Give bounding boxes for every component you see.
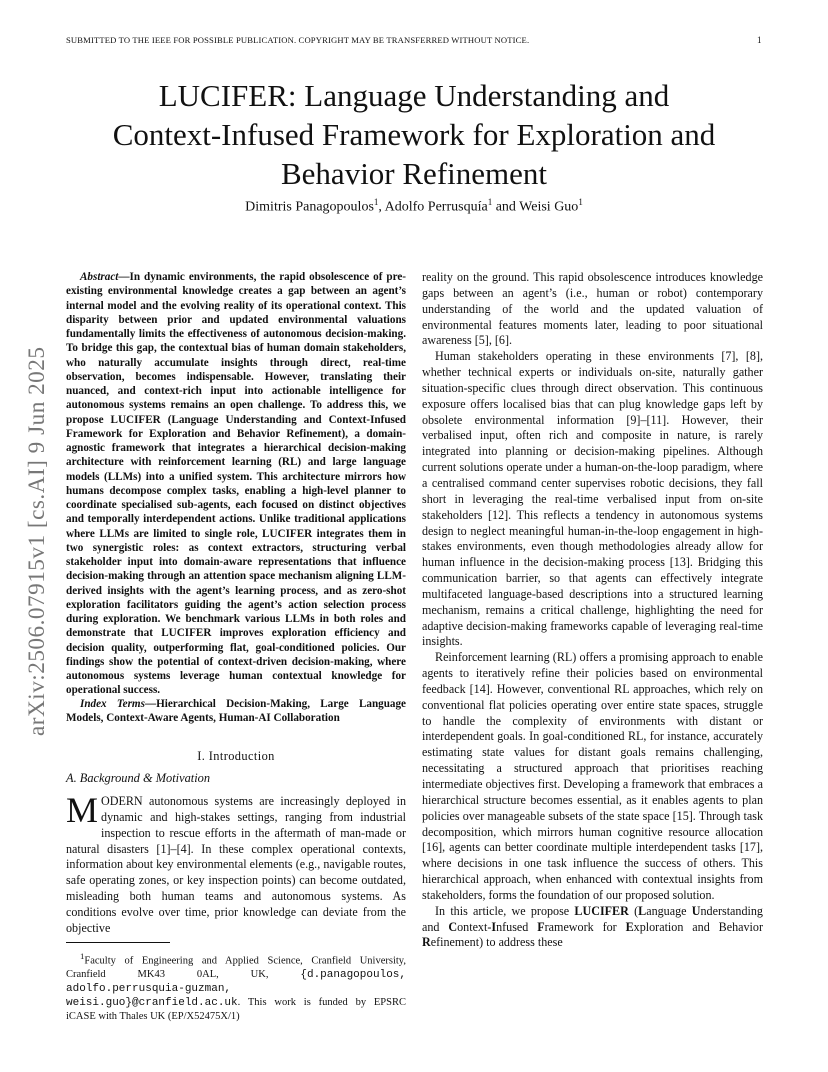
acronym-letter: U: [691, 903, 701, 918]
title-line: Context-Infused Framework for Exploration and: [112, 117, 716, 152]
arxiv-side-stamp: arXiv:2506.07915v1 [cs.AI] 9 Jun 2025: [24, 346, 50, 736]
section-heading: I. Introduction: [197, 749, 275, 763]
paragraph: Human stakeholders operating in these environments [7], [8], whether technical experts or individuals on-site, naturally gather situation-specific clues through direct observation. This continuous exposure offers localised bias that can plug knowledge gaps left by obsolete environmental information [9]–[11]. However, their verbalised input, often rich and composite in nature, is rarely integrated into planning or decision-making pipelines. Although current solutions operate under a human-on-the-loop paradigm, where a centralised command center supervises robotic decisions, they fall short in leveraging the real-time verbalised input from on-site stakeholders [12]. This reflects a tendency in autonomous systems design to neglect meaningful human-in-the-loop engagement in high-stakes environments, even though methodologies already allow for human influence in the decision-making process [13]. Bridging this communication barrier, so that agents can effectively integrate multifaceted language-based descriptions into a structured learning mechanism, remains a critical challenge, highlighting the need for adaptive decision-making frameworks capable of leveraging real-time insights.: [422, 349, 763, 649]
text-run: efinement) to address these: [430, 935, 563, 950]
text-run: nfused: [496, 919, 538, 934]
intro-lead-word: ODERN: [101, 794, 143, 808]
text-run: (: [628, 903, 639, 918]
acronym-letter: L: [638, 903, 647, 918]
abstract: [66, 270, 406, 698]
text-run: ontext-: [457, 919, 492, 934]
affiliation-mark: 1: [578, 197, 583, 207]
paragraph: reality on the ground. This rapid obsolescence introduces knowledge gaps between an agent’s (i.e., human or robot) contemporary understanding of the world and the updated valuation of environmental features moments later, leading to poor situational awareness [5], [6].: [422, 270, 763, 348]
text-run: ramework for: [544, 919, 626, 934]
title-line: LUCIFER: Language Understanding and: [158, 78, 670, 113]
title-line: Behavior Refinement: [281, 156, 547, 191]
author-name: Adolfo Perrusquía: [384, 199, 488, 215]
acronym-letter: F: [537, 919, 545, 934]
text-run: xploration and Behavior: [633, 919, 763, 934]
index-terms-text: Hierarchical Decision-Making, Large Language Models, Context-Aware Agents, Human-AI Collaboration: [66, 698, 407, 725]
author-list: [60, 197, 768, 216]
acronym-letter: R: [422, 935, 431, 950]
intro-paragraph: [66, 790, 406, 937]
right-column: [422, 270, 763, 951]
footnote-rule: [66, 942, 170, 943]
footnote-affiliation: Faculty of Engineering and Applied Science, Cranfield University, Cranfield MK43 0AL, UK,: [66, 955, 406, 980]
drop-cap: M: [66, 790, 99, 830]
page-number: 1: [757, 35, 762, 45]
abstract-text: In dynamic environments, the rapid obsolescence of pre-existing environmental knowledge creates a gap between an agent’s internal model and the evolving reality of its operational context. This disparity between prior and updated environmental valuations fundamentally limits the effectiveness of autonomous decision-making. To bridge this gap, the contextual bias of human domain stakeholders, who naturally accumulate insights through direct, real-time observation, becomes indispensable. However, translating their nuanced, and context-rich input into actionable intelligence for autonomous systems remains an open challenge. To address this, we propose LUCIFER (Language Understanding and Context-Infused Framework for Exploration and Behavior Refinement), a domain-agnostic framework that integrates a hierarchical decision-making architecture with reinforcement learning (RL) and large language models (LLMs) into a unified system. This architecture mirrors how humans decompose complex tasks, enabling a high-level planner to coordinate specialised sub-agents, each focused on distinct objectives and temporally interdependent actions. Unlike traditional applications where LLMs are limited to single role, LUCIFER integrates them in two synergistic roles: as context extractors, structuring verbal stakeholder input into domain-aware representations that influence decision-making through an attention space mechanism aligning LLM-derived insights with the agent’s learning process, and as zero-shot exploration facilitators guiding the agent’s action selection process during exploration. We benchmark various LLMs in both roles and demonstrate that LUCIFER improves exploration efficiency and decision quality, outperforming flat, goal-conditioned policies. Our findings show the potential of context-driven decision-making, where autonomous systems leverage human contextual knowledge for operational success.: [66, 271, 406, 697]
index-terms: [66, 697, 406, 726]
acronym-letter: C: [448, 919, 458, 934]
footnote-emails: {d.panagopoulos, adolfo.perrusquia-guzman, weisi.guo}@cranfield.ac.uk: [66, 968, 406, 1010]
author-name: Weisi Guo: [519, 199, 579, 215]
paragraph-lucifer-intro: [422, 904, 763, 952]
subsection-heading: A. Background & Motivation: [66, 771, 211, 785]
text-run: anguage: [646, 903, 692, 918]
footnote: [66, 950, 406, 1024]
author-separator: ,: [378, 199, 385, 215]
acronym-letter: E: [625, 919, 634, 934]
affiliation-mark: 1: [487, 197, 493, 207]
text-run: nderstanding and: [422, 903, 763, 934]
paper-title: [60, 76, 768, 193]
author-separator: and: [492, 199, 520, 215]
index-terms-dash: —: [144, 698, 157, 710]
footnote-mark: 1: [80, 951, 85, 961]
footnote-funding: . This work is funded by EPSRC iCASE with Thales UK (EP/X52475X/1): [66, 997, 406, 1023]
acronym-letter: I: [491, 919, 497, 934]
intro-text: autonomous systems are increasingly deployed in dynamic and high-stakes settings, ranging from industrial inspection to rescue efforts in the aftermath of man-made or natural disasters [1]–[4]. In these complex operational contexts, information about key environmental elements (e.g., navigable routes, safe operating zones, or key inspection points) can become outdated, misleading both human teams and autonomous systems. As conditions evolve over time, prior knowledge can deviate from the objective: [66, 794, 406, 935]
affiliation-mark: 1: [373, 197, 379, 207]
abstract-label: Abstract: [80, 271, 119, 283]
framework-name: LUCIFER: [574, 903, 629, 918]
paragraph: Reinforcement learning (RL) offers a promising approach to enable agents to iteratively refine their policies based on environmental feedback [14]. However, conventional RL approaches, which rely on conventional flat policies operating over entire state spaces, struggle to handle the complexity of environments with distant or interdependent goals. In goal-conditioned RL, for instance, accurately estimating state values for distant goals remains challenging, necessitating a structured approach that prioritises reaching intermediate objectives first. Developing a framework that embraces a hierarchical structure becomes essential, as it enables agents to plan policies over manageable subsets of the state space [15]. Through task decomposition, which mirrors human cognitive resource allocation [16], agents can better coordinate multiple interdependent tasks [17], where decisions in one task influence the success of others. This hierarchical approach, when enhanced with contextual insights from stakeholders, forms the foundation of our proposed solution.: [422, 650, 763, 902]
author-name: Dimitris Panagopoulos: [245, 199, 374, 215]
abstract-dash: —: [118, 271, 130, 283]
running-head: SUBMITTED TO THE IEEE FOR POSSIBLE PUBLICATION. COPYRIGHT MAY BE TRANSFERRED WITHOUT NOTICE.: [66, 35, 530, 45]
index-terms-label: Index Terms: [80, 698, 145, 710]
text-run: In this article, we propose: [435, 903, 575, 918]
